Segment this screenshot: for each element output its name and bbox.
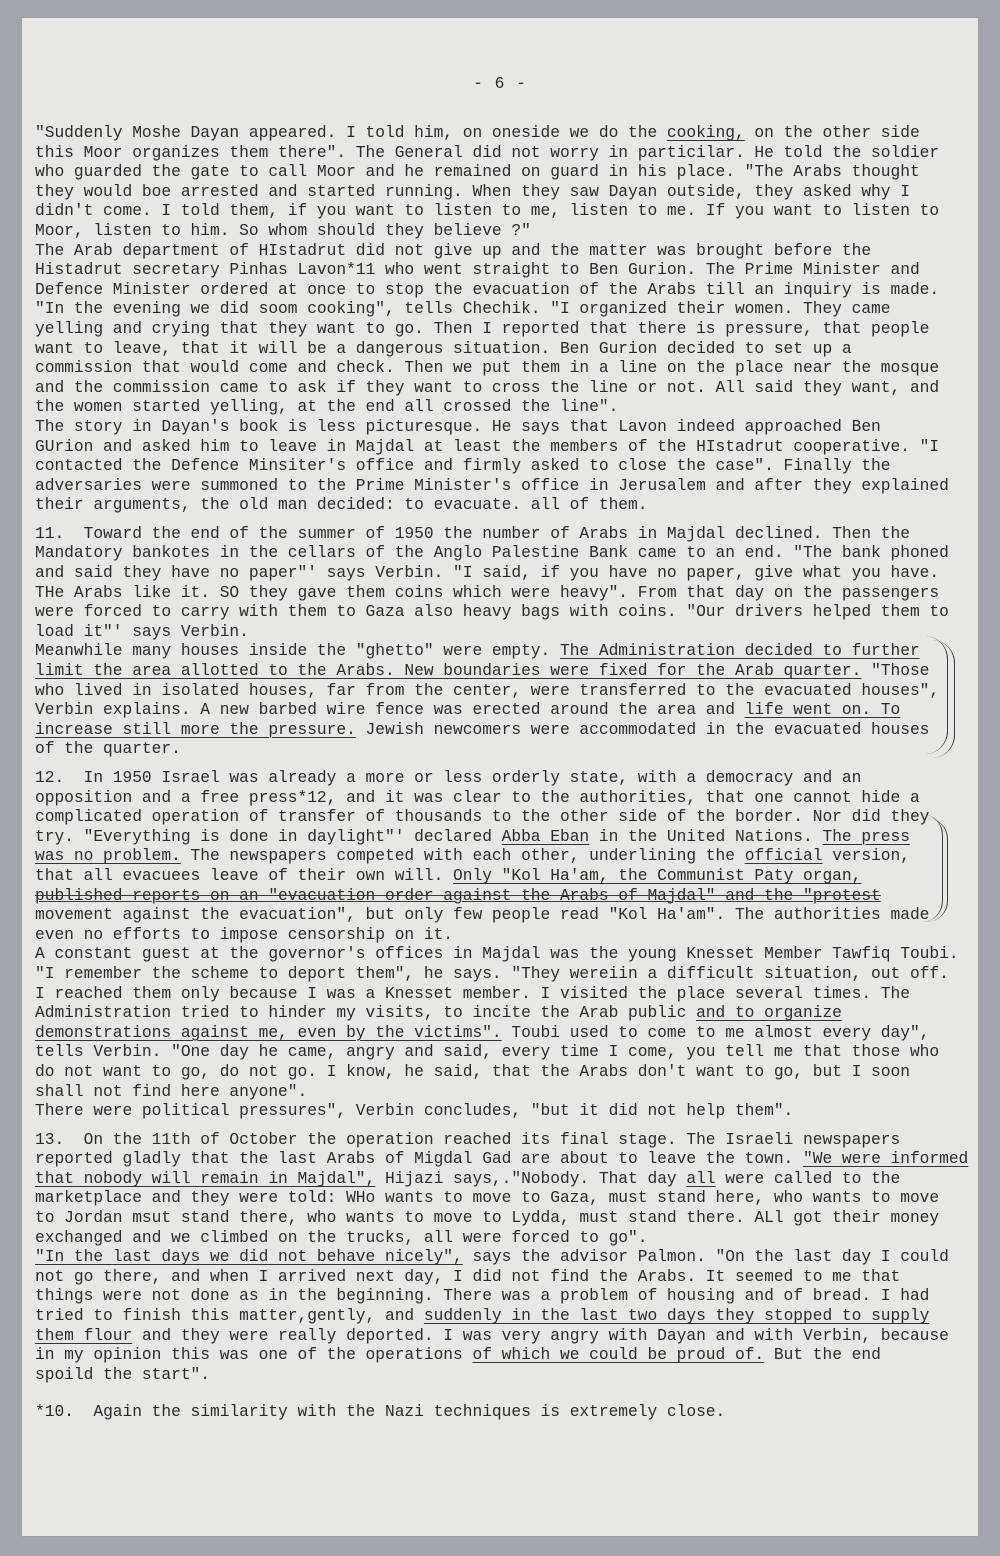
text-segment: on the other side [744,123,920,142]
text-line [35,1306,975,1326]
text-line [35,1286,975,1306]
text-segment: the women started yelling, at the end all crossed the line". [35,397,619,417]
text-segment: that all evacuees leave of their own will. [35,865,454,885]
text-line [35,925,975,945]
text-line [35,1188,975,1208]
text-segment: Toubi used to come to me almost every day", [501,1022,930,1042]
text-line [35,788,975,808]
text-segment: want to leave, that it will be a dangerous situation. Ben Gurion decided to set up a [35,338,852,358]
text-segment: Moor, listen to him. So whom should they believe ?" [35,220,531,240]
text-segment: were called to the [715,1168,901,1188]
text-line [35,681,975,701]
text-line [35,524,975,544]
underlined-text: life went on. To [744,700,901,720]
text-line [35,768,975,788]
underlined-text: of which we could be proud of. [472,1345,765,1365]
text-line [35,944,975,964]
text-line [35,182,975,202]
text-line [35,162,975,182]
text-segment: load it"' says Verbin. [35,621,249,641]
text-segment: try. "Everything is done in daylight"' declared [35,826,502,846]
text-segment: who lived in isolated houses, far from the center, were transferred to the evacuated houses", [35,680,940,700]
text-segment: Verbin explains. A new barbed wire fence was erected around the area and [35,700,745,720]
text-line [35,397,975,417]
text-segment: didn't come. I told them, if you want to listen to me, listen to me. If you want to listen to [35,201,940,221]
text-segment: I reached them only because I was a Knesset member. I visited the place several times. The [35,983,910,1003]
text-line [35,866,975,886]
text-line [35,984,975,1004]
text-segment: 12. In 1950 Israel was already a more or less orderly state, with a democracy and an [35,768,862,787]
text-line [35,1326,975,1346]
underlined-text: suddenly in the last two days they stopped to supply [423,1306,930,1326]
text-line [35,1082,975,1102]
text-line [35,563,975,583]
underlined-text: that nobody will remain in Majdal", [35,1168,376,1188]
text-segment: who guarded the gate to call Moor and he remained on guard in his place. "The Arabs thought [35,162,920,182]
text-line [35,241,975,261]
text-line [35,123,975,143]
text-segment: The newspapers competed with each other, underlining the [180,846,745,866]
text-line [35,339,975,359]
text-segment: says the advisor Palmon. "On the last day I could [462,1247,949,1267]
text-segment: "In the evening we did soom cooking", tells Chechik. "I organized their women. They came [35,299,891,319]
text-line [35,1101,975,1121]
underlined-text: cooking, [666,123,745,142]
text-segment: in the United Nations. [589,826,823,846]
text-line [35,583,975,603]
paragraph-gap [35,1121,975,1130]
text-line [35,807,975,827]
text-line [35,201,975,221]
text-segment: they would boe arrested and started running. When they saw Dayan outside, they asked why I [35,181,910,201]
paragraph-p-13 [35,1130,975,1385]
text-segment: in my opinion this was one of the operations [35,1345,473,1365]
text-segment: and said they have no paper"' says Verbin. "I said, if you have no paper, give what you have. [35,563,940,583]
text-line [35,1062,975,1082]
underlined-text: Only "Kol Ha'am, the Communist Paty organ, [453,865,862,885]
text-segment: "I remember the scheme to deport them", he says. "They wereiin a difficult situation, out off. [35,963,949,983]
underlined-text: Abba Eban [501,826,590,846]
text-segment: Defence Minister ordered at once to stop the evacuation of the Arabs till an inquiry is made. [35,279,940,299]
underlined-text: was no problem. [35,846,181,866]
text-segment: But the end [764,1345,881,1365]
text-line [35,543,975,563]
text-line [35,964,975,984]
text-segment: shall not find here anyone". [35,1081,308,1101]
text-segment: even no efforts to impose censorship on it. [35,924,454,944]
text-line [35,299,975,319]
text-segment: their arguments, the old man decided: to evacuate. all of them. [35,495,648,515]
text-segment: reported gladly that the last Arabs of Migdal Gad are about to leave the town. [35,1149,804,1169]
text-line [35,739,975,759]
text-segment: spoild the start". [35,1364,210,1384]
text-line [35,1003,975,1023]
paragraph-p-dayan-quote [35,123,975,515]
document-page [22,18,978,1536]
text-segment: The Arab department of HIstadrut did not give up and the matter was brought before the [35,240,872,260]
paragraph-p-12 [35,768,975,1121]
underlined-text: official [744,846,823,866]
text-line [35,495,975,515]
text-line [35,1169,975,1189]
text-segment: tried to finish this matter,gently, and [35,1306,424,1326]
text-line [35,827,975,847]
text-line [35,1228,975,1248]
underlined-text: and to organize [696,1003,842,1023]
underlined-text: limit the area allotted to the Arabs. New boundaries were fixed for the Arab quarter. [35,661,862,681]
text-line [35,846,975,866]
struck-underlined-text: published reports on an "evacuation order against the Arabs of Majdal" and the "protest [35,885,881,905]
text-line [35,437,975,457]
text-line [35,886,975,906]
text-segment: not go there, and when I arrived next day, I did not find the Arabs. It seemed to me that [35,1266,901,1286]
text-line [35,1267,975,1287]
underlined-text: The press [822,826,910,846]
text-segment: movement against the evacuation", but only few people read "Kol Ha'am". The authorities made [35,905,930,925]
text-segment: yelling and crying that they want to go. Then I reported that there is pressure, that people [35,318,930,338]
text-line [35,1345,975,1365]
text-line [35,221,975,241]
footnote-marker: *10. [35,1402,94,1422]
text-line [35,1130,975,1150]
text-line [35,622,975,642]
margin-bracket-annotation [932,640,955,758]
text-line [35,602,975,622]
underlined-text: "We were informed [803,1149,969,1169]
text-segment: were forced to carry with them to Gaza also heavy bags with coins. "Our drivers helped them to [35,602,949,622]
margin-bracket-annotation [927,818,948,922]
text-segment: Mandatory bankotes in the cellars of the Anglo Palestine Bank came to an end. "The bank phoned [35,543,949,563]
text-line [35,143,975,163]
text-segment: GUrion and asked him to leave in Majdal at least the members of the HIstadrut cooperative. "I [35,436,940,456]
paragraph-gap [35,759,975,768]
text-segment: 11. Toward the end of the summer of 1950 the number of Arabs in Majdal declined. Then the [35,523,910,543]
text-segment: version, [822,846,910,866]
text-line [35,1365,975,1385]
footnote-gap [35,1384,975,1402]
paragraph-gap [35,515,975,524]
underlined-text: The Administration decided to further [559,641,920,661]
text-segment: A constant guest at the governor's offices in Majdal was the young Knesset Member Tawfiq Toubi. [35,944,959,964]
text-segment: and they were really deported. I was very angry with Dayan and with Verbin, because [132,1325,949,1345]
text-line [35,1023,975,1043]
text-segment: Jewish newcomers were accommodated in the evacuated houses [355,719,930,739]
text-segment: 13. On the 11th of October the operation reached its final stage. The Israeli newspapers [35,1129,901,1149]
paragraph-p-11 [35,524,975,759]
document-body [35,123,975,1422]
text-segment: THe Arabs like it. SO they gave them coins which were heavy". From that day on the passengers [35,582,940,602]
text-segment: The story in Dayan's book is less picturesque. He says that Lavon indeed approached Ben [35,416,881,436]
text-line [35,358,975,378]
text-line [35,641,975,661]
text-line [35,1208,975,1228]
text-segment: "Those [861,661,930,681]
text-segment: contacted the Defence Minsiter's office and firmly asked to close the case". Finally the [35,456,891,476]
text-line [35,720,975,740]
footnote-text: Again the similarity with the Nazi techniques is extremely close. [93,1402,726,1422]
text-line [35,1247,975,1267]
underlined-text: increase still more the pressure. [35,719,356,739]
text-segment: There were political pressures", Verbin concludes, "but it did not help them". [35,1101,794,1121]
text-segment: marketplace and they were told: WHo wants to move to Gaza, must stand here, who wants to move [35,1188,940,1208]
text-segment: things were not done as in the beginning. There was a problem of housing and of bread. I had [35,1286,930,1306]
text-line [35,700,975,720]
text-segment: do not want to go, do not go. I know, he said, that the Arabs don't want to go, but I soon [35,1061,910,1081]
text-segment: this Moor organizes them there". The General did not worry in particilar. He told the soldier [35,142,940,162]
text-segment: Histadrut secretary Pinhas Lavon*11 who went straight to Ben Gurion. The Prime Minister and [35,260,920,280]
text-line [35,319,975,339]
text-line [35,905,975,925]
text-segment: "Suddenly Moshe Dayan appeared. I told him, on oneside we do the [35,123,667,142]
text-segment: Meanwhile many houses inside the "ghetto" were empty. [35,641,560,661]
underlined-text: all [686,1168,716,1188]
text-line [35,456,975,476]
page-number: - 6 - [473,74,527,93]
text-segment: tells Verbin. "One day he came, angry and said, every time I come, you tell me that those who [35,1042,940,1062]
underlined-text: them flour [35,1325,133,1345]
text-line [35,661,975,681]
text-line [35,280,975,300]
text-segment: and the commission came to ask if they want to cross the line or not. All said they want, and [35,377,940,397]
text-line [35,417,975,437]
text-segment: Hijazi says,."Nobody. That day [375,1168,687,1188]
footnote [35,1402,975,1422]
text-segment: adversaries were summoned to the Prime Minister's office in Jerusalem and after they explained [35,475,949,495]
underlined-text: demonstrations against me, even by the victims". [35,1022,502,1042]
text-segment: commission that would come and check. Then we put them in a line on the place near the mosque [35,358,940,378]
text-segment: opposition and a free press*12, and it was clear to the authorities, that one cannot hide a [35,787,920,807]
text-line [35,260,975,280]
text-segment: Administration tried to hinder my visits, to incite the Arab public [35,1003,697,1023]
text-segment: of the quarter. [35,739,181,759]
underlined-text: "In the last days we did not behave nicely", [35,1247,463,1267]
text-line [35,476,975,496]
text-line [35,1042,975,1062]
text-segment: exchanged and we climbed on the trucks, all were forced to go". [35,1227,648,1247]
text-line [35,1149,975,1169]
text-line [35,378,975,398]
text-segment: to Jordan msut stand there, who wants to move to Lydda, must stand there. ALl got their money [35,1208,940,1228]
text-segment: complicated operation of transfer of thousands to the other side of the border. Nor did they [35,807,930,827]
